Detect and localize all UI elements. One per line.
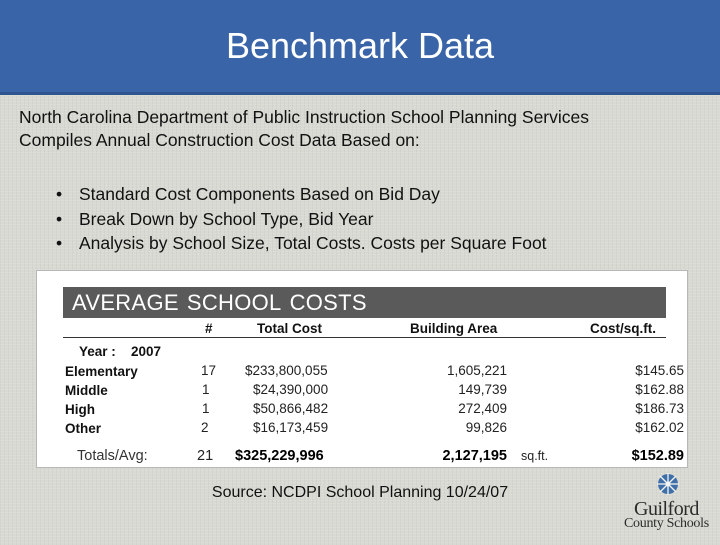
row-area: 149,739 xyxy=(458,382,507,397)
intro-text xyxy=(19,106,709,152)
logo-text-line-2: County Schools xyxy=(624,516,709,531)
bullet-dot-icon: • xyxy=(56,233,63,253)
cost-table-panel xyxy=(36,270,688,468)
source-caption: Source: NCDPI School Planning 10/24/07 xyxy=(211,484,509,501)
row-count: 2 xyxy=(201,420,209,435)
slide-title: Benchmark Data xyxy=(225,25,495,66)
row-area: 272,409 xyxy=(458,401,507,416)
row-count: 1 xyxy=(202,401,210,416)
bullet-list xyxy=(52,182,547,256)
row-cost-sqft: $145.65 xyxy=(635,363,684,378)
row-type: Elementary xyxy=(65,364,138,379)
banner-word: COSTS xyxy=(289,290,367,315)
row-type: Other xyxy=(65,421,102,436)
intro-line-1: North Carolina Department of Public Instruction School Planning Services xyxy=(19,107,590,127)
totals-area: 2,127,195 xyxy=(442,448,507,464)
bullet-item xyxy=(52,231,547,256)
banner-word: AVERAGE xyxy=(72,290,179,315)
row-total-cost: $24,390,000 xyxy=(253,382,329,397)
row-area: 1,605,221 xyxy=(446,363,507,378)
header-count: # xyxy=(205,321,213,336)
row-count: 17 xyxy=(201,363,217,378)
row-cost-sqft: $162.88 xyxy=(635,382,684,397)
bullet-dot-icon: • xyxy=(56,208,63,229)
year-label: Year : xyxy=(79,344,116,359)
bullet-text: Analysis by School Size, Total Costs. Costs per Square Foot xyxy=(79,233,547,253)
row-type: Middle xyxy=(65,383,108,398)
header-cost-sqft: Cost/sq.ft. xyxy=(590,321,656,336)
row-cost-sqft: $162.02 xyxy=(635,420,684,435)
bullet-dot-icon: • xyxy=(56,184,63,204)
row-area: 99,826 xyxy=(465,420,507,435)
guilford-logo xyxy=(620,464,716,540)
bullet-item xyxy=(52,207,547,232)
bullet-text: Standard Cost Components Based on Bid Day xyxy=(79,184,440,204)
totals-count: 21 xyxy=(197,448,214,464)
row-total-cost: $50,866,482 xyxy=(253,401,329,416)
year-value: 2007 xyxy=(131,344,162,359)
totals-total-cost: $325,229,996 xyxy=(235,448,324,464)
bullet-item xyxy=(52,182,547,207)
table-banner xyxy=(63,287,666,318)
header-rule xyxy=(63,337,666,338)
row-cost-sqft: $186.73 xyxy=(635,401,684,416)
slide-header xyxy=(0,0,720,95)
intro-line-2: Compiles Annual Construction Cost Data Based on: xyxy=(19,130,420,150)
logo-text-line-1: Guilford xyxy=(634,498,699,520)
totals-label: Totals/Avg: xyxy=(77,448,148,464)
row-total-cost: $233,800,055 xyxy=(245,363,328,378)
header-building-area: Building Area xyxy=(410,321,498,336)
row-type: High xyxy=(65,402,95,417)
totals-cost-sqft: $152.89 xyxy=(631,448,684,464)
bullet-text: Break Down by School Type, Bid Year xyxy=(79,208,374,229)
row-total-cost: $16,173,459 xyxy=(253,420,329,435)
row-count: 1 xyxy=(202,382,210,397)
totals-unit: sq.ft. xyxy=(521,449,549,463)
banner-word: SCHOOL xyxy=(186,290,282,315)
header-total-cost: Total Cost xyxy=(257,321,322,336)
